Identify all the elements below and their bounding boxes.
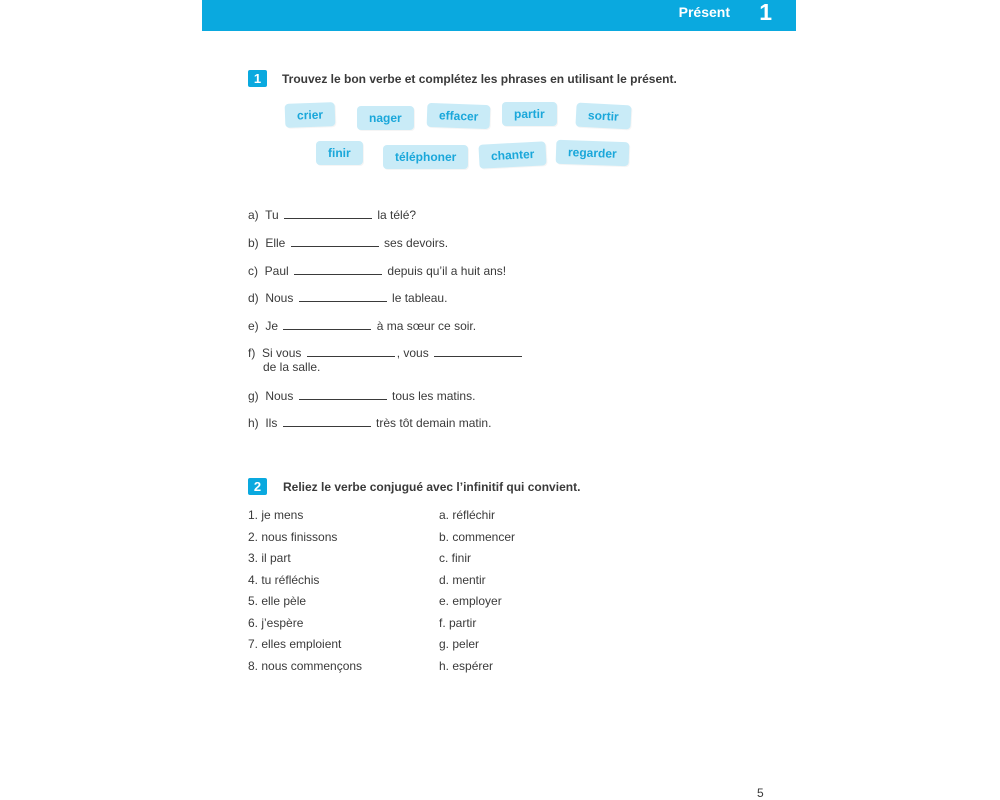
conjugated-verb-item: 7. elles emploient [248, 637, 342, 651]
chapter-header-bar [202, 0, 796, 31]
verb-chip-regarder: regarder [556, 140, 629, 167]
verb-chip-partir: partir [502, 102, 557, 126]
page-number: 5 [757, 786, 764, 800]
answer-blank[interactable] [291, 235, 379, 247]
infinitive-item: a. réfléchir [439, 508, 496, 522]
sentence-g: g) Nous tous les matins. [248, 389, 476, 403]
verb-chip-sortir: sortir [575, 103, 631, 130]
conjugated-verb-item: 6. j’espère [248, 616, 304, 630]
verb-chip-finir: finir [316, 141, 363, 165]
chapter-number: 1 [759, 0, 772, 25]
sentence-f-continuation: de la salle. [263, 360, 321, 374]
conjugated-verb-item: 5. elle pèle [248, 594, 307, 608]
answer-blank[interactable] [307, 345, 395, 357]
verb-chip-effacer: effacer [427, 103, 491, 129]
sentence-e: e) Je à ma sœur ce soir. [248, 319, 477, 333]
infinitive-item: f. partir [439, 616, 477, 630]
conjugated-verb-item: 3. il part [248, 551, 291, 565]
verb-chip-crier: crier [285, 102, 336, 128]
conjugated-verb-item: 2. nous finissons [248, 530, 338, 544]
verb-chip-telephoner: téléphoner [383, 145, 468, 169]
infinitive-item: h. espérer [439, 659, 494, 673]
answer-blank[interactable] [434, 345, 522, 357]
infinitive-item: c. finir [439, 551, 472, 565]
infinitive-item: e. employer [439, 594, 502, 608]
answer-blank[interactable] [299, 290, 387, 302]
infinitive-item: g. peler [439, 637, 480, 651]
sentence-c: c) Paul depuis qu’il a huit ans! [248, 264, 507, 278]
exercise-1-number: 1 [248, 70, 267, 87]
verb-chip-nager: nager [357, 106, 414, 130]
answer-blank[interactable] [284, 207, 372, 219]
sentence-f: f) Si vous , vous [248, 345, 524, 361]
sentence-d: d) Nous le tableau. [248, 291, 448, 305]
answer-blank[interactable] [294, 263, 382, 275]
sentence-b: b) Elle ses devoirs. [248, 236, 449, 250]
exercise-2-instruction: Reliez le verbe conjugué avec l’infinitif qui convient. [283, 480, 581, 494]
exercise-1-instruction: Trouvez le bon verbe et complétez les phrases en utilisant le présent. [282, 72, 677, 86]
conjugated-verb-item: 8. nous commençons [248, 659, 363, 673]
answer-blank[interactable] [283, 415, 371, 427]
conjugated-verb-item: 1. je mens [248, 508, 304, 522]
sentence-a: a) Tu la télé? [248, 208, 417, 222]
conjugated-verb-item: 4. tu réfléchis [248, 573, 320, 587]
answer-blank[interactable] [283, 318, 371, 330]
exercise-2-number: 2 [248, 478, 267, 495]
sentence-h: h) Ils très tôt demain matin. [248, 416, 492, 430]
infinitive-item: b. commencer [439, 530, 516, 544]
chapter-title: Présent [678, 4, 730, 20]
answer-blank[interactable] [299, 388, 387, 400]
infinitive-item: d. mentir [439, 573, 486, 587]
verb-chip-chanter: chanter [478, 141, 547, 168]
